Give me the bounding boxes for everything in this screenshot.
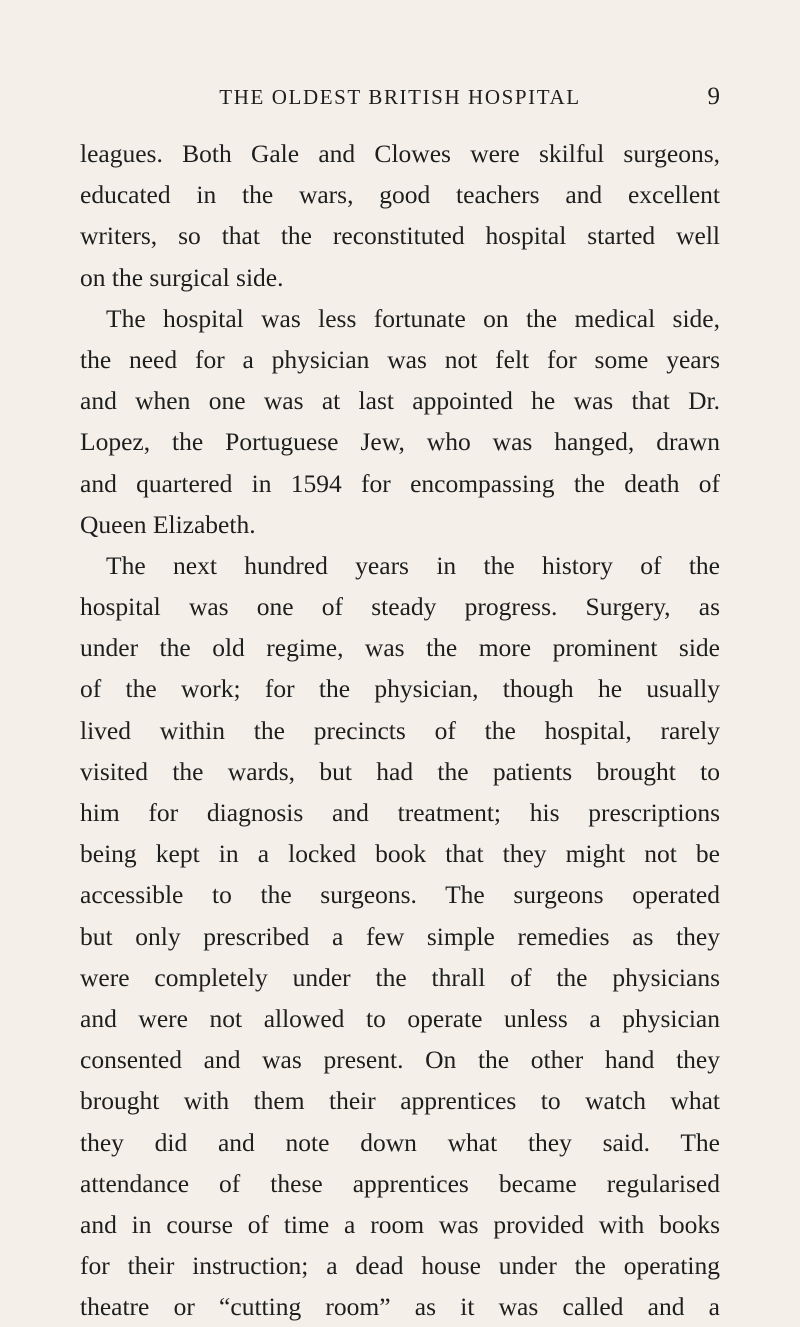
text-line: under the old regime, was the more prominent side [80,633,720,663]
text-line: on the surgical side. [80,262,284,292]
text-line: brought with them their apprentices to watch what [80,1086,720,1116]
text-line: accessible to the surgeons. The surgeons operated [80,880,720,910]
text-line: writers, so that the reconstituted hospital started well [80,221,720,251]
text-line: but only prescribed a few simple remedies as they [80,921,720,951]
text-line: were completely under the thrall of the physicians [80,962,720,992]
text-line: lived within the precincts of the hospital, rarely [80,715,720,745]
text-line: attendance of these apprentices became regularised [80,1168,720,1198]
page-number: 9 [707,83,720,110]
text-line: and quartered in 1594 for encompassing the death of [80,468,720,498]
text-line: Queen Elizabeth. [80,509,256,539]
text-line: theatre or “cutting room” as it was called and a [80,1292,720,1322]
text-line: leagues. Both Gale and Clowes were skilful surgeons, [80,139,720,168]
text-line: and in course of time a room was provided with books [80,1209,720,1239]
text-line: Lopez, the Portuguese Jew, who was hanged, drawn [80,427,720,457]
text-line: and when one was at last appointed he was that Dr. [80,386,720,416]
text-line: they did and note down what they said. The [80,1127,720,1157]
text-line: for their instruction; a dead house under the operating [80,1251,720,1281]
text-line: him for diagnosis and treatment; his prescriptions [80,798,720,827]
text-line: visited the wards, but had the patients brought to [80,756,720,786]
text-line: being kept in a locked book that they might not be [80,839,720,869]
text-line: hospital was one of steady progress. Surgery, as [80,592,720,622]
running-head [80,80,720,114]
text-line: and were not allowed to operate unless a physician [80,1003,720,1033]
text-line: The next hundred years in the history of the [106,550,720,580]
text-line: consented and was present. On the other hand they [80,1045,720,1075]
text-line: the need for a physician was not felt for some years [80,344,720,374]
text-line: The hospital was less fortunate on the medical side, [106,303,720,333]
text-line: of the work; for the physician, though he usually [80,674,720,704]
body-text [80,133,720,1327]
text-line: educated in the wars, good teachers and excellent [80,180,720,210]
running-title: THE OLDEST BRITISH HOSPITAL [219,85,581,109]
